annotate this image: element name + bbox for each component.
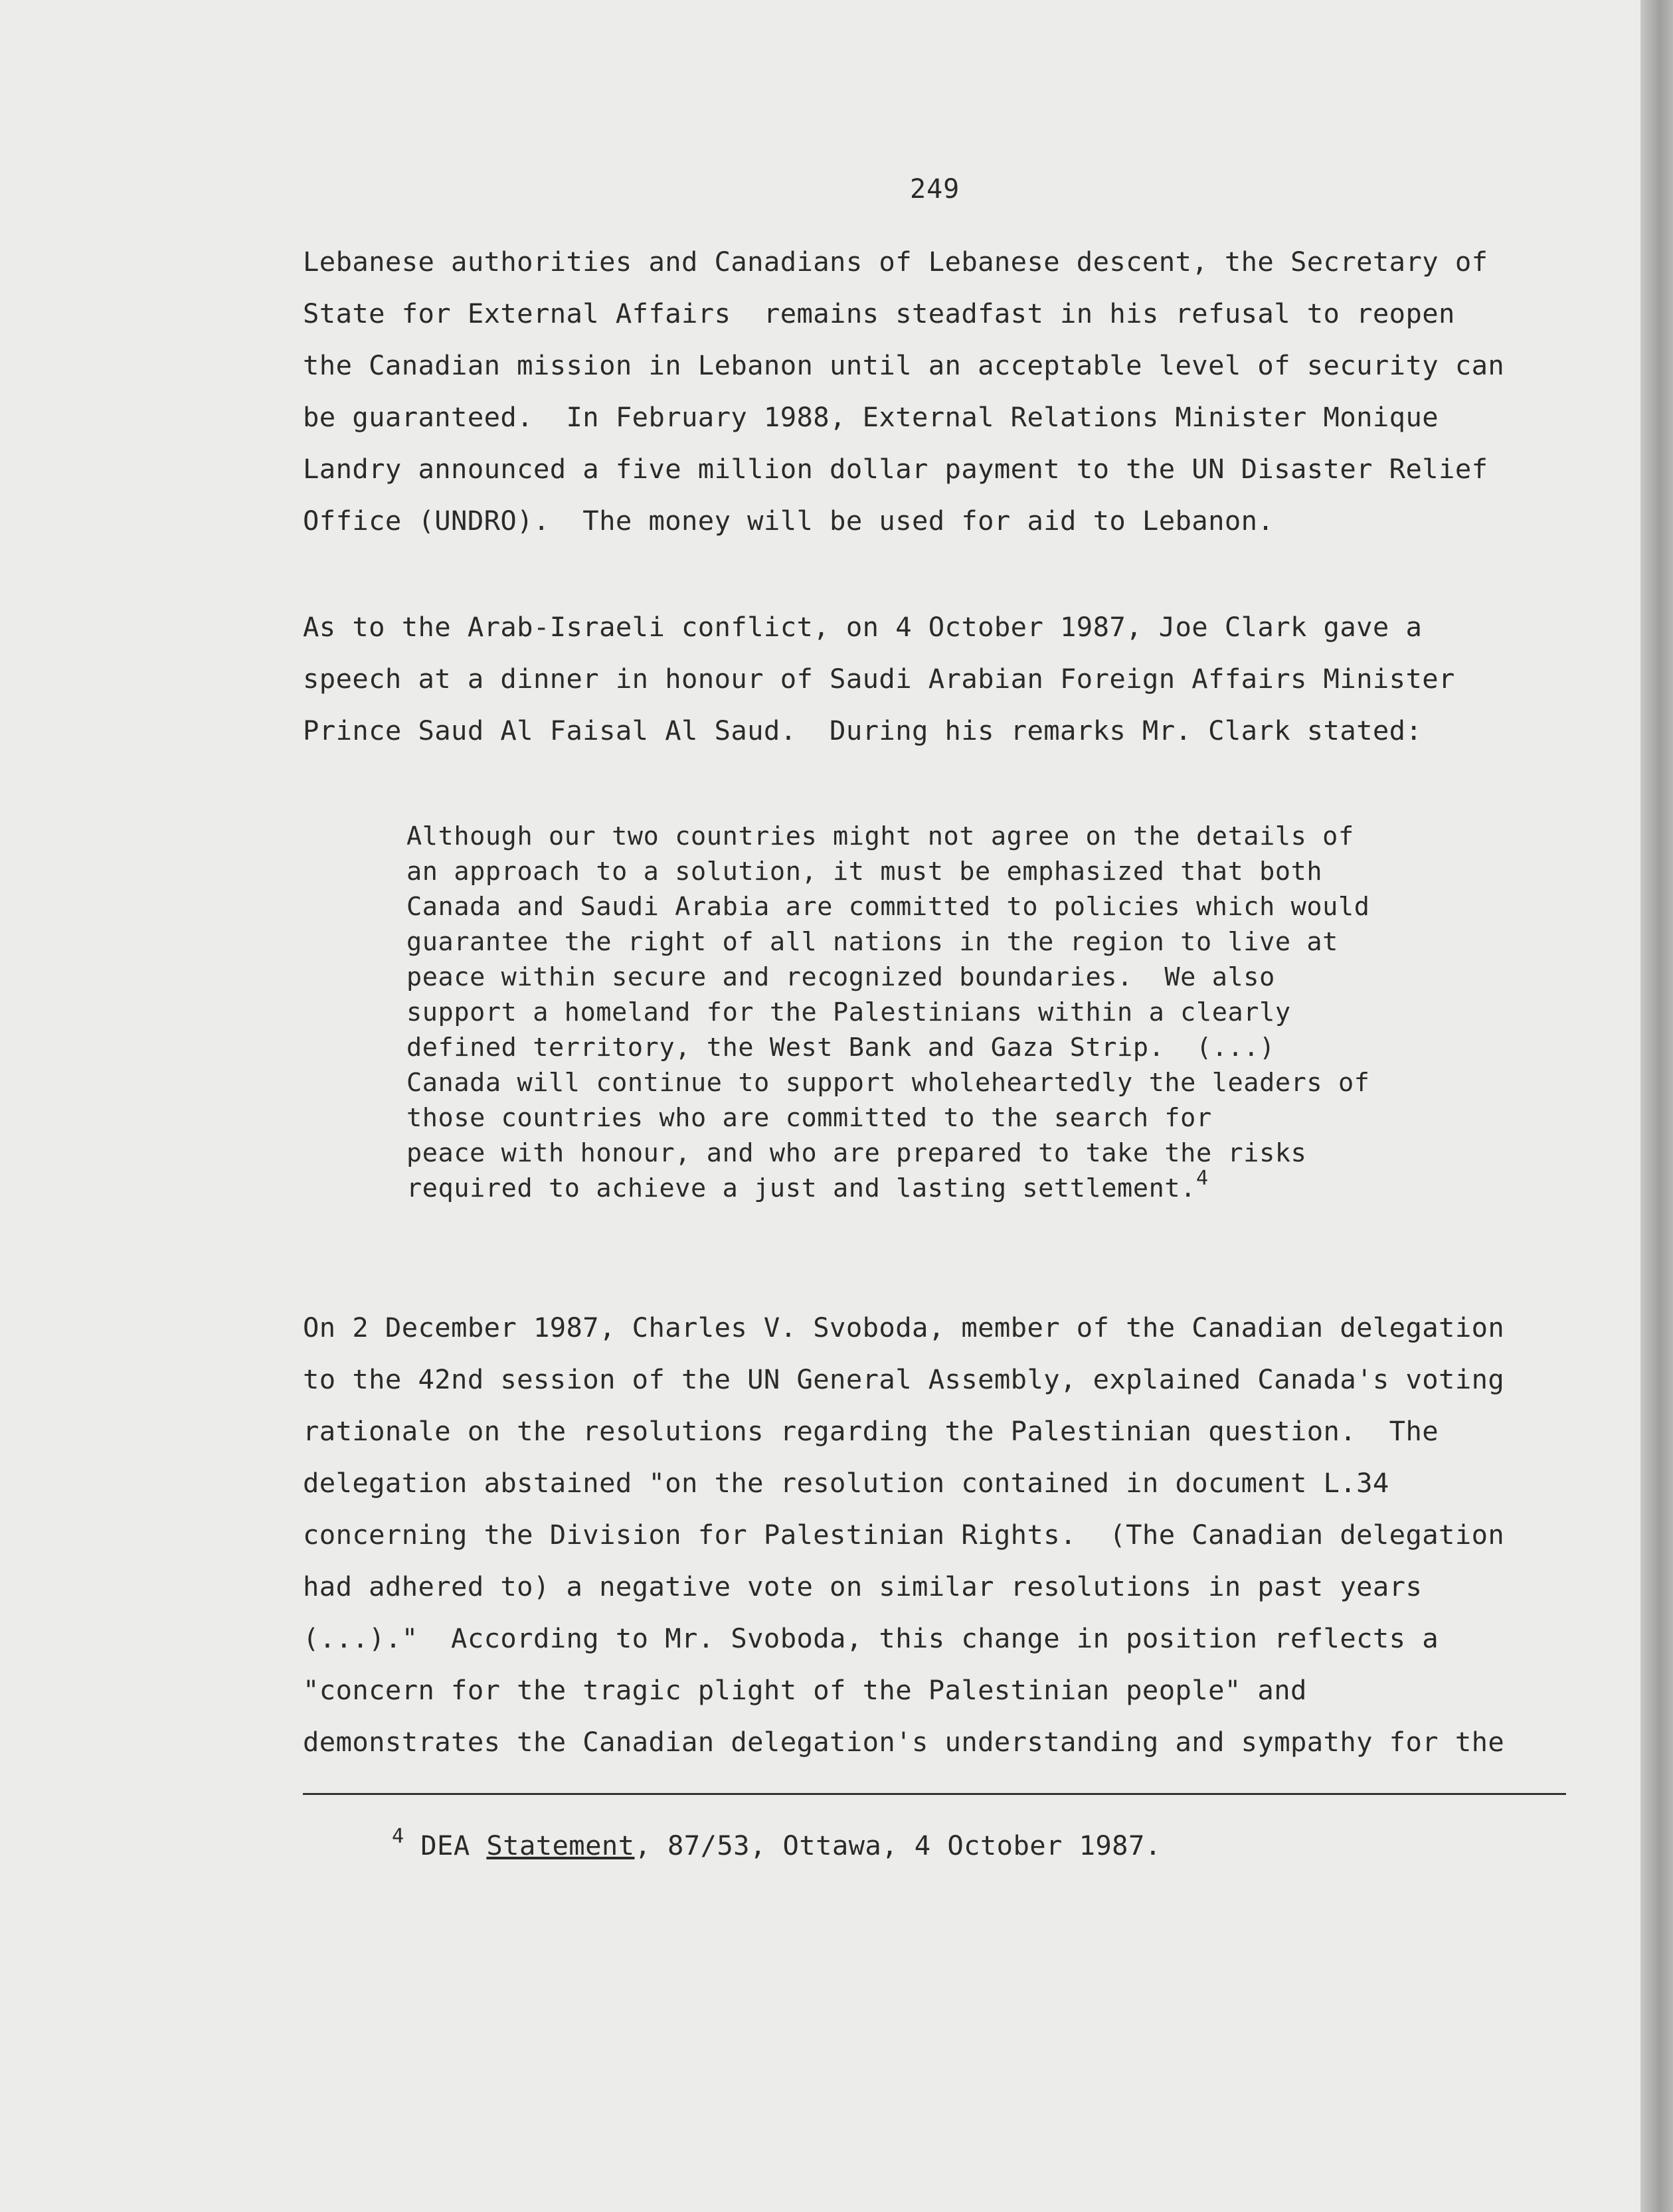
quote-line-9: those countries who are committed to the search for — [406, 1103, 1212, 1133]
footnote-marker: 4 — [392, 1825, 404, 1848]
paragraph-1-line-3: the Canadian mission in Lebanon until an acceptable level of security can — [303, 349, 1505, 381]
quote-line-6: support a homeland for the Palestinians within a clearly — [406, 997, 1291, 1027]
footnote-suffix: , 87/53, Ottawa, 4 October 1987. — [634, 1829, 1162, 1861]
paragraph-3-line-3: rationale on the resolutions regarding the Palestinian question. The — [303, 1415, 1439, 1447]
paragraph-2-line-2: speech at a dinner in honour of Saudi Arabian Foreign Affairs Minister — [303, 663, 1455, 695]
paragraph-3-line-9: demonstrates the Canadian delegation's understanding and sympathy for the — [303, 1726, 1505, 1758]
paragraph-1-line-4: be guaranteed. In February 1988, External Relations Minister Monique — [303, 401, 1439, 433]
quote-line-8: Canada will continue to support wholeheartedly the leaders of — [406, 1068, 1370, 1098]
footnote — [392, 1825, 1162, 1861]
paragraph-1-line-6: Office (UNDRO). The money will be used for aid to Lebanon. — [303, 505, 1275, 537]
quote-line-11 — [406, 1167, 1209, 1203]
quote-line-4: guarantee the right of all nations in the region to live at — [406, 927, 1338, 957]
quote-line-10: peace with honour, and who are prepared to take the risks — [406, 1138, 1307, 1168]
page-number: 249 — [910, 174, 960, 205]
quote-last-text: required to achieve a just and lasting settlement. — [406, 1173, 1196, 1203]
footnote-rule — [303, 1793, 1566, 1795]
paragraph-3-line-2: to the 42nd session of the UN General Assembly, explained Canada's voting — [303, 1363, 1505, 1395]
paragraph-3-line-4: delegation abstained "on the resolution contained in document L.34 — [303, 1467, 1389, 1499]
paragraph-3-line-5: concerning the Division for Palestinian Rights. (The Canadian delegation — [303, 1519, 1505, 1551]
paragraph-1-line-5: Landry announced a five million dollar payment to the UN Disaster Relief — [303, 453, 1488, 485]
quote-line-3: Canada and Saudi Arabia are committed to policies which would — [406, 892, 1370, 922]
quote-line-1: Although our two countries might not agree on the details of — [406, 821, 1354, 851]
paragraph-3-line-1: On 2 December 1987, Charles V. Svoboda, member of the Canadian delegation — [303, 1312, 1505, 1343]
quote-line-2: an approach to a solution, it must be emphasized that both — [406, 857, 1323, 887]
page-edge — [1640, 0, 1673, 2212]
paragraph-1-line-2: State for External Affairs remains steadfast in his refusal to reopen — [303, 298, 1455, 329]
paragraph-3-line-8: "concern for the tragic plight of the Palestinian people" and — [303, 1674, 1307, 1706]
footnote-prefix: DEA — [404, 1829, 487, 1861]
paragraph-3-line-7: (...)." According to Mr. Svoboda, this change in position reflects a — [303, 1622, 1439, 1654]
quote-line-7: defined territory, the West Bank and Gaza Strip. (...) — [406, 1033, 1275, 1063]
paragraph-2-line-3: Prince Saud Al Faisal Al Saud. During his remarks Mr. Clark stated: — [303, 715, 1423, 746]
quote-line-5: peace within secure and recognized boundaries. We also — [406, 962, 1275, 992]
paragraph-1-line-1: Lebanese authorities and Canadians of Lebanese descent, the Secretary of — [303, 246, 1488, 278]
paragraph-2-line-1: As to the Arab-Israeli conflict, on 4 October 1987, Joe Clark gave a — [303, 611, 1423, 643]
footnote-reference: 4 — [1195, 1167, 1209, 1190]
paragraph-3-line-6: had adhered to) a negative vote on similar resolutions in past years — [303, 1571, 1423, 1602]
footnote-source: Statement — [486, 1829, 635, 1861]
